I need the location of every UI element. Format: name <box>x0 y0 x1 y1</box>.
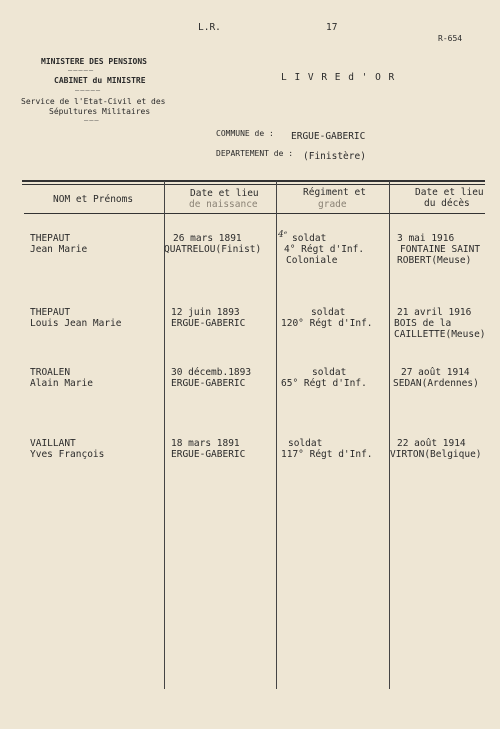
row4-rank: soldat <box>288 438 323 449</box>
row1-regiment-extra: Coloniale <box>286 255 338 266</box>
page-code: L.R. <box>198 22 221 33</box>
commune-label: COMMUNE de : <box>216 129 274 138</box>
row2-regiment: 120° Régt d'Inf. <box>281 318 373 329</box>
service-line: Service de l'Etat-Civil et des <box>21 97 166 106</box>
page-number: 17 <box>326 22 338 33</box>
row3-surname: TROALEN <box>30 367 71 378</box>
row2-birth-place: ERGUE-GABERIC <box>171 318 246 329</box>
row3-birth-date: 30 décemb.1893 <box>171 367 252 378</box>
header-regiment-2: grade <box>318 199 347 210</box>
row1-given: Jean Marie <box>30 244 88 255</box>
row4-birth-place: ERGUE-GABERIC <box>171 449 246 460</box>
row2-given: Louis Jean Marie <box>30 318 122 329</box>
row3-given: Alain Marie <box>30 378 93 389</box>
reference-number: R-654 <box>438 34 463 43</box>
header-death-2: du décès <box>424 198 470 209</box>
row1-birth-date: 26 mars 1891 <box>173 233 242 244</box>
row1-death-place-2: ROBERT(Meuse) <box>397 255 472 266</box>
row2-death-date: 21 avril 1916 <box>397 307 472 318</box>
header-birth-2: de naissance <box>189 199 258 210</box>
table-top-rule <box>22 180 485 182</box>
row1-regiment: 4° Régt d'Inf. <box>284 244 365 255</box>
row1-death-place: FONTAINE SAINT <box>400 244 481 255</box>
separator: ––––– <box>68 66 95 74</box>
table-top-rule-thin <box>22 184 485 185</box>
separator: ––––– <box>75 86 102 94</box>
departement-label: DEPARTEMENT de : <box>216 149 294 158</box>
row4-given: Yves François <box>30 449 105 460</box>
row4-death-place: VIRTON(Belgique) <box>390 449 482 460</box>
row1-birth-place: QUATRELOU(Finist) <box>164 244 262 255</box>
row3-birth-place: ERGUE-GABERIC <box>171 378 246 389</box>
row4-birth-date: 18 mars 1891 <box>171 438 240 449</box>
row4-death-date: 22 août 1914 <box>397 438 466 449</box>
cabinet-line: CABINET du MINISTRE <box>54 76 146 85</box>
row3-death-place: SEDAN(Ardennes) <box>393 378 479 389</box>
header-bottom-rule <box>24 213 485 214</box>
row1-death-date: 3 mai 1916 <box>397 233 455 244</box>
header-death: Date et lieu <box>415 187 484 198</box>
header-birth: Date et lieu <box>190 188 259 199</box>
header-name: NOM et Prénoms <box>53 194 134 205</box>
row2-rank: soldat <box>311 307 346 318</box>
row3-regiment: 65° Régt d'Inf. <box>281 378 367 389</box>
row4-regiment: 117° Régt d'Inf. <box>281 449 373 460</box>
row2-birth-date: 12 juin 1893 <box>171 307 240 318</box>
row1-rank: soldat <box>292 233 327 244</box>
sepultures-line: Sépultures Militaires <box>49 107 151 116</box>
departement-value: (Finistère) <box>303 151 366 162</box>
row2-death-place-2: CAILLETTE(Meuse) <box>394 329 486 340</box>
commune-value: ERGUE-GABERIC <box>291 131 366 142</box>
row4-surname: VAILLANT <box>30 438 76 449</box>
document-title: L I V R E d ' O R <box>281 72 396 83</box>
row3-rank: soldat <box>312 367 347 378</box>
column-divider <box>276 181 277 689</box>
row1-surname: THEPAUT <box>30 233 71 244</box>
column-divider <box>164 181 165 689</box>
row2-death-place: BOIS de la <box>394 318 452 329</box>
separator: ––– <box>84 116 100 124</box>
row3-death-date: 27 août 1914 <box>401 367 470 378</box>
ministry-name: MINISTERE DES PENSIONS <box>41 57 147 66</box>
column-divider <box>389 181 390 689</box>
handwritten-correction: 4ᵉ <box>278 230 288 240</box>
row2-surname: THEPAUT <box>30 307 71 318</box>
header-regiment: Régiment et <box>303 187 366 198</box>
